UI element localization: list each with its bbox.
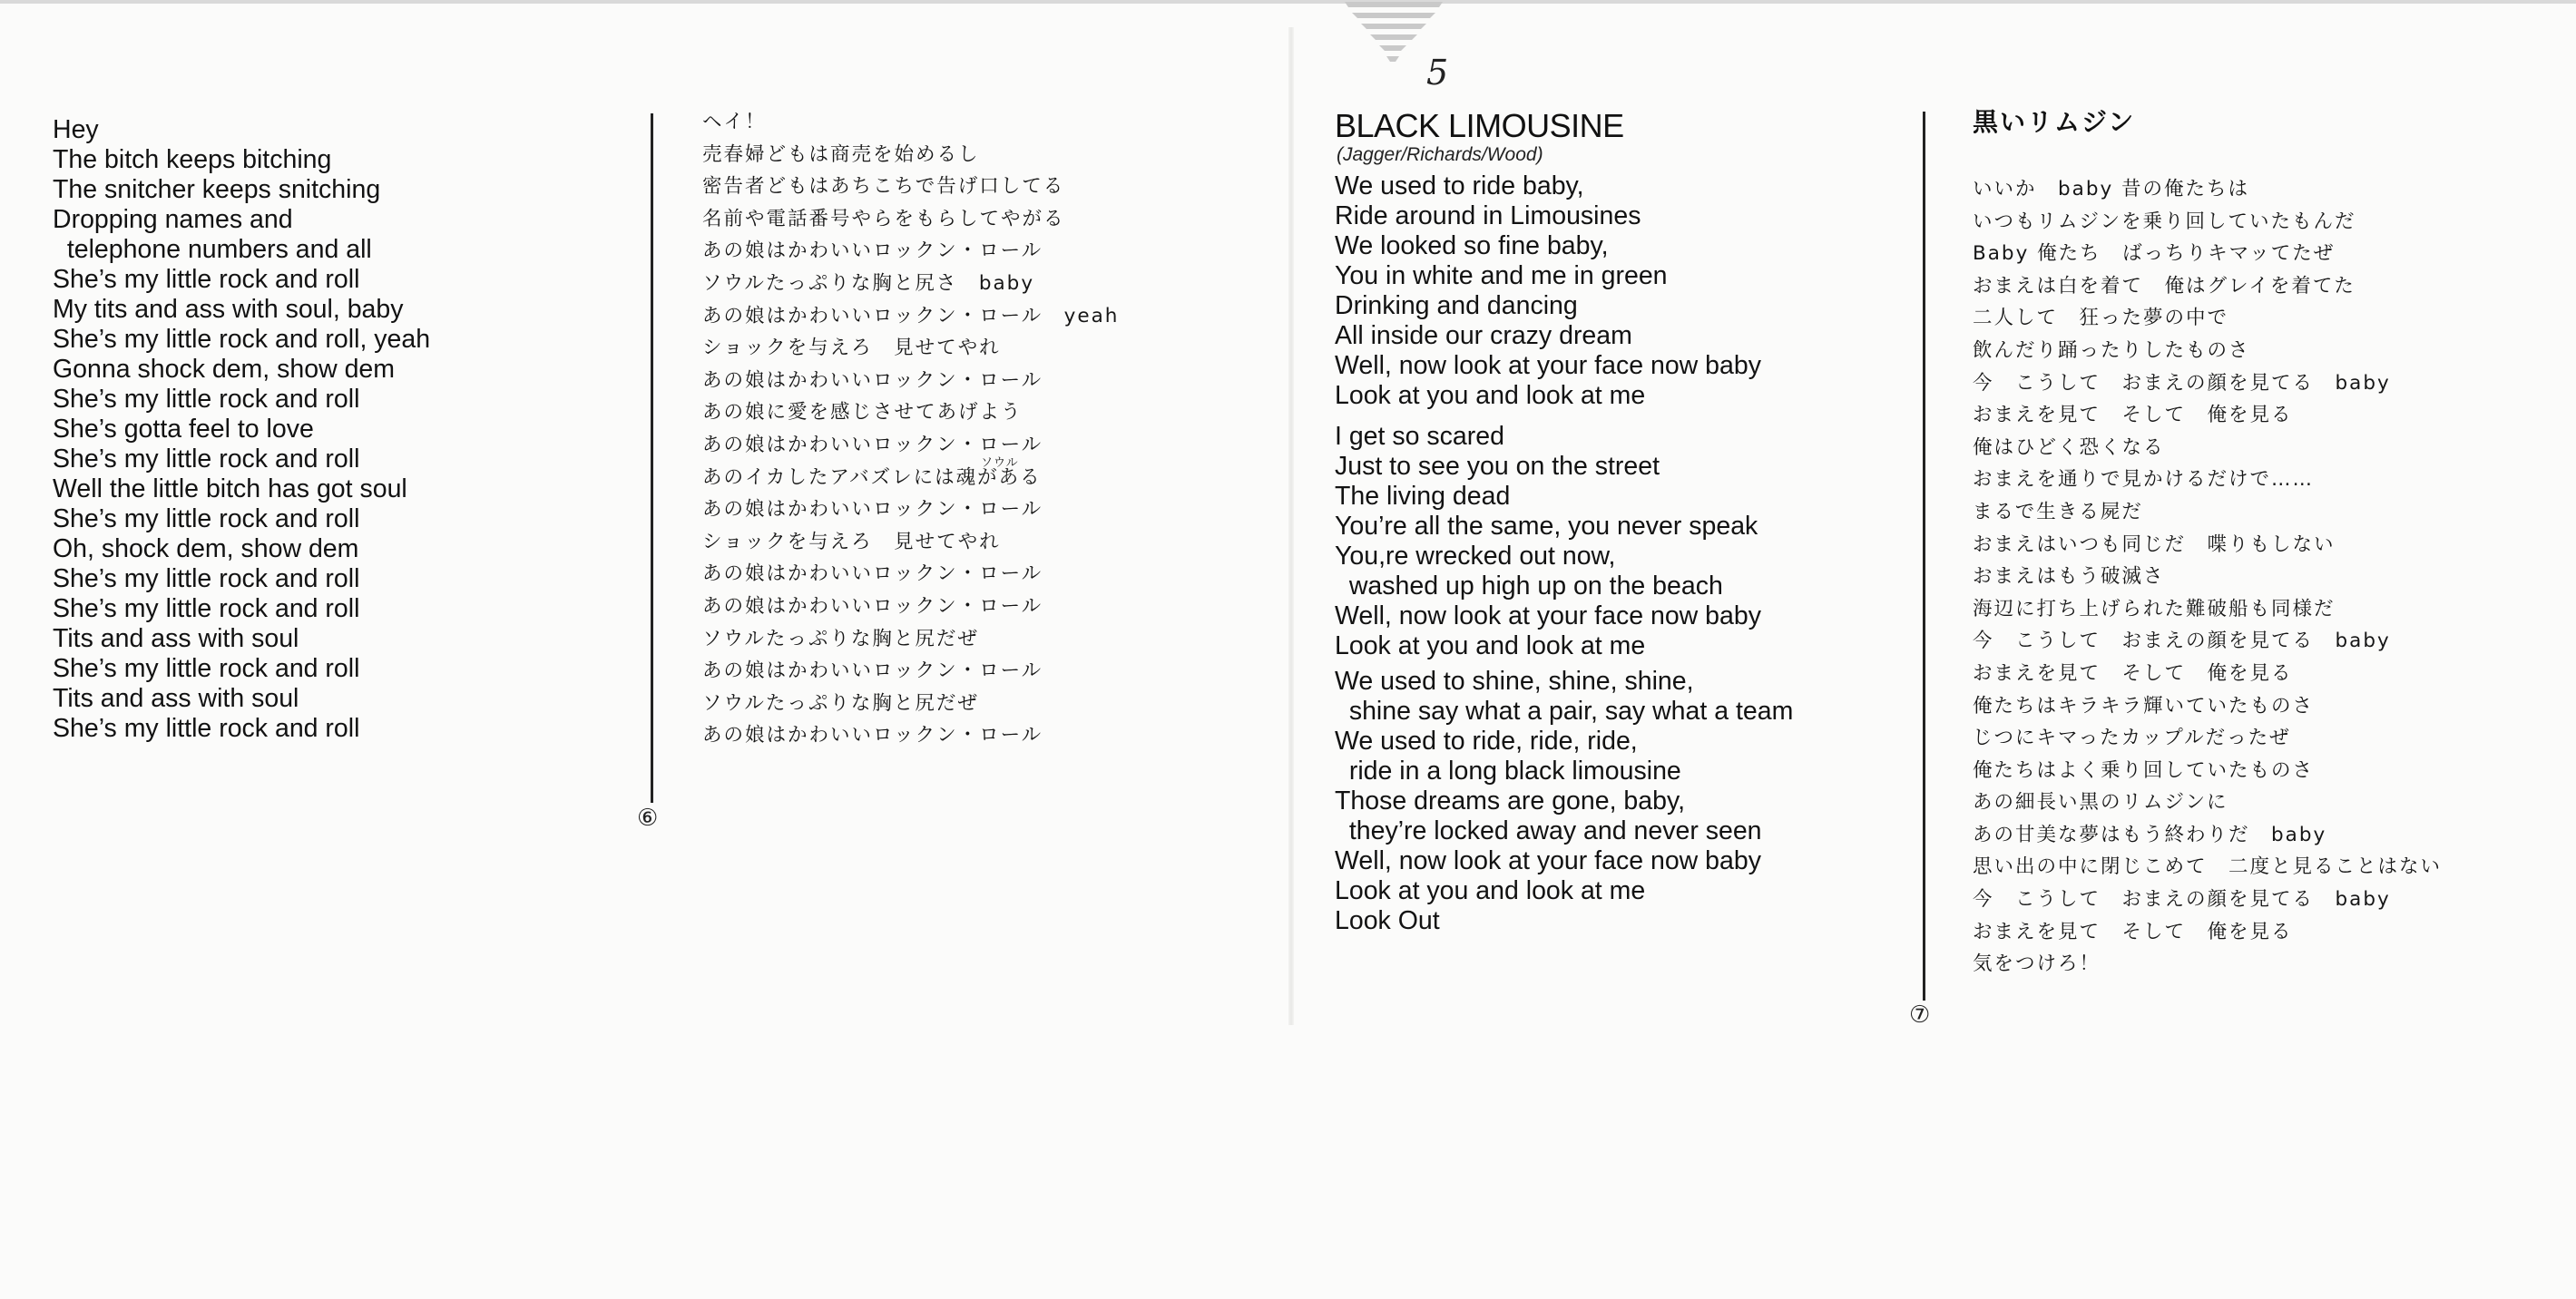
japanese-lyric-line: おまえはいつも同じだ 喋りもしない: [1973, 532, 2336, 556]
japanese-lyric-line: 海辺に打ち上げられた難破船も同様だ: [1973, 597, 2336, 620]
english-lyric-line: washed up high up on the beach: [1335, 571, 1723, 601]
japanese-lyric-line: 今 こうして おまえの顔を見てる baby: [1973, 888, 2391, 912]
english-lyric-line: Those dreams are gone, baby,: [1335, 786, 1686, 816]
english-lyric-line: We looked so fine baby,: [1335, 231, 1609, 260]
song-title: BLACK LIMOUSINE: [1335, 107, 1624, 144]
english-lyric-line: She’s my little rock and roll: [53, 385, 360, 414]
japanese-lyric-line: 売春婦どもは商売を始めるし: [702, 142, 980, 166]
japanese-lyric-line: ソウルたっぷりな胸と尻だぜ: [702, 627, 979, 650]
top-edge: [0, 0, 2576, 4]
songwriter-credit: (Jagger/Richards/Wood): [1337, 144, 1543, 165]
english-lyric-line: they’re locked away and never seen: [1335, 816, 1762, 845]
japanese-lyric-line: おまえを見て そして 俺を見る: [1973, 404, 2293, 427]
right-japanese-lyrics: [1973, 173, 2442, 981]
english-lyric-line: My tits and ass with soul, baby: [53, 295, 404, 324]
japanese-lyric-line: ショックを与えろ 見せてやれ: [702, 530, 1001, 553]
english-lyric-line: Just to see you on the street: [1335, 452, 1660, 481]
right-divider-rule: [1923, 112, 1925, 1001]
japanese-lyric-line: あの娘はかわいいロックン・ロール yeah: [702, 304, 1120, 327]
english-lyric-line: Well, now look at your face now baby: [1335, 601, 1761, 630]
japanese-lyric-line: あの娘に愛を感じさせてあげよう: [702, 401, 1023, 425]
page-number: 5: [1426, 53, 1449, 93]
english-lyric-line: shine say what a pair, say what a team: [1335, 697, 1794, 726]
english-lyric-line: All inside our crazy dream: [1335, 321, 1632, 350]
japanese-lyric-line: あの娘はかわいいロックン・ロール: [702, 433, 1043, 456]
japanese-lyric-line: 二人して 狂った夢の中で: [1973, 307, 2229, 330]
english-lyric-line: I get so scared: [1335, 422, 1504, 451]
ruby-annotation: ソウル: [981, 456, 1019, 470]
english-lyric-line: Look at you and look at me: [1335, 631, 1646, 660]
english-lyric-line: Gonna shock dem, show dem: [53, 355, 396, 384]
japanese-lyric-line: あのイカしたアバズレには魂がある: [702, 465, 1042, 489]
english-lyric-line: She’s my little rock and roll: [53, 265, 360, 294]
english-lyric-line: Tits and ass with soul: [53, 624, 299, 653]
english-lyric-line: Ride around in Limousines: [1335, 201, 1641, 230]
english-lyric-line: Look at you and look at me: [1335, 381, 1646, 410]
english-lyric-line: Hey: [53, 115, 99, 144]
left-japanese-lyrics: [702, 106, 1119, 752]
japanese-lyric-line: あの娘はかわいいロックン・ロール: [702, 594, 1043, 618]
left-english-lyrics: [53, 115, 430, 744]
japanese-lyric-line: あの娘はかわいいロックン・ロール: [702, 562, 1043, 586]
japanese-lyric-line: あの娘はかわいいロックン・ロール: [702, 724, 1043, 747]
english-lyric-line: Drinking and dancing: [1335, 291, 1578, 320]
english-lyric-line: Tits and ass with soul: [53, 684, 299, 713]
english-lyric-line: Well, now look at your face now baby: [1335, 351, 1761, 380]
japanese-lyric-line: 名前や電話番号やらをもらしてやがる: [702, 207, 1065, 230]
japanese-title: 黒いリムジン: [1973, 107, 2136, 137]
japanese-lyric-line: いいか baby 昔の俺たちは: [1973, 178, 2250, 200]
page-marker-6: ⑥: [637, 805, 659, 832]
japanese-lyric-line: 今 こうして おまえの顔を見てる baby: [1973, 630, 2391, 653]
japanese-lyric-line: ショックを与えろ 見せてやれ: [702, 337, 1001, 360]
japanese-lyric-line: いつもリムジンを乗り回していたもんだ: [1973, 210, 2356, 233]
english-lyric-line: The bitch keeps bitching: [53, 145, 332, 174]
english-lyric-line: She’s my little rock and roll: [53, 654, 360, 683]
japanese-lyric-line: 今 こうして おまえの顔を見てる baby: [1973, 371, 2391, 395]
japanese-lyric-line: 俺たちはキラキラ輝いていたものさ: [1973, 694, 2315, 718]
japanese-lyric-line: あの細長い黒のリムジンに: [1973, 791, 2228, 815]
english-lyric-line: We used to ride, ride, ride,: [1335, 727, 1638, 756]
japanese-lyric-line: 飲んだり踊ったりしたものさ: [1973, 338, 2250, 362]
japanese-lyric-line: おまえを見て そして 俺を見る: [1973, 661, 2293, 685]
japanese-lyric-line: Baby 俺たち ばっちりキマッてたぜ: [1973, 242, 2336, 266]
japanese-lyric-line: 密告者どもはあちこちで告げ口してる: [702, 175, 1065, 199]
english-lyric-line: ride in a long black limousine: [1335, 757, 1681, 786]
english-lyric-line: We used to shine, shine, shine,: [1335, 667, 1694, 696]
english-lyric-line: She’s my little rock and roll: [53, 444, 360, 474]
japanese-lyric-line: ソウルたっぷりな胸と尻さ baby: [702, 271, 1035, 295]
japanese-lyric-line: じつにキマったカップルだったぜ: [1973, 727, 2291, 750]
japanese-lyric-line: ソウルたっぷりな胸と尻だぜ: [702, 691, 979, 715]
english-lyric-line: She’s gotta feel to love: [53, 415, 314, 444]
japanese-lyric-line: ヘイ！: [702, 111, 767, 133]
english-lyric-line: You in white and me in green: [1335, 261, 1668, 290]
english-lyric-line: She’s my little rock and roll: [53, 594, 360, 623]
japanese-lyric-line: 俺たちはよく乗り回していたものさ: [1973, 758, 2315, 782]
japanese-lyric-line: あの娘はかわいいロックン・ロール: [702, 368, 1043, 392]
english-lyric-line: telephone numbers and all: [53, 235, 372, 264]
english-lyric-line: Well the little bitch has got soul: [53, 474, 407, 503]
japanese-lyric-line: おまえは白を着て 俺はグレイを着てた: [1973, 274, 2356, 298]
right-english-lyrics: [1335, 171, 1793, 936]
japanese-lyric-line: 俺はひどく恐くなる: [1973, 435, 2165, 459]
english-lyric-line: She’s my little rock and roll: [53, 564, 360, 593]
english-lyric-line: You,re wrecked out now,: [1335, 542, 1616, 571]
japanese-lyric-line: おまえを見て そして 俺を見る: [1973, 920, 2293, 943]
page-fold: [1288, 27, 1294, 1025]
english-lyric-line: You’re all the same, you never speak: [1335, 512, 1758, 541]
left-divider-rule: [651, 113, 653, 803]
english-lyric-line: Dropping names and: [53, 205, 293, 234]
japanese-lyric-line: あの娘はかわいいロックン・ロール: [702, 659, 1043, 683]
japanese-lyric-line: あの娘はかわいいロックン・ロール: [702, 498, 1043, 522]
english-lyric-line: She’s my little rock and roll, yeah: [53, 325, 431, 354]
english-lyric-line: We used to ride baby,: [1335, 171, 1584, 200]
english-lyric-line: Oh, shock dem, show dem: [53, 534, 359, 563]
english-lyric-line: The snitcher keeps snitching: [53, 175, 381, 204]
japanese-lyric-line: おまえはもう破滅さ: [1973, 565, 2165, 589]
english-lyric-line: Look Out: [1335, 906, 1440, 935]
japanese-lyric-line: おまえを通りで見かけるだけで……: [1973, 468, 2315, 492]
japanese-lyric-line: まるで生きる屍だ: [1973, 500, 2143, 523]
english-lyric-line: The living dead: [1335, 482, 1511, 511]
page-marker-7: ⑦: [1909, 1001, 1931, 1029]
english-lyric-line: Well, now look at your face now baby: [1335, 846, 1761, 875]
japanese-lyric-line: 気をつけろ！: [1973, 952, 2101, 976]
japanese-lyric-line: あの娘はかわいいロックン・ロール: [702, 239, 1043, 263]
english-lyric-line: Look at you and look at me: [1335, 876, 1646, 905]
japanese-lyric-line: あの甘美な夢はもう終わりだ baby: [1973, 823, 2327, 846]
english-lyric-line: She’s my little rock and roll: [53, 714, 360, 743]
english-lyric-line: She’s my little rock and roll: [53, 504, 360, 533]
japanese-lyric-line: 思い出の中に閉じこめて 二度と見ることはない: [1973, 855, 2443, 879]
